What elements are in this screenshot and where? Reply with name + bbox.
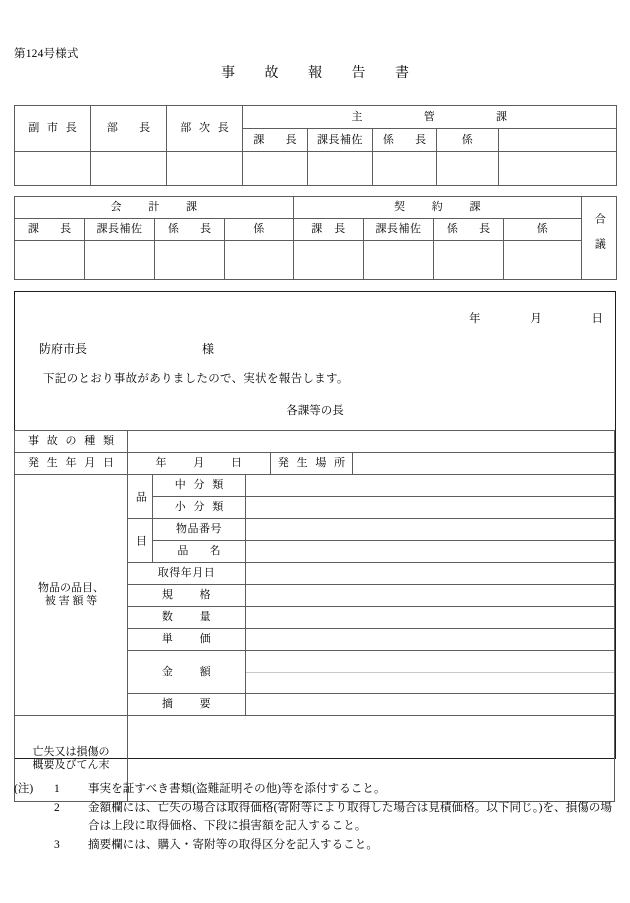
contract-stamp-unit-chief[interactable] (434, 241, 504, 280)
approval-stamp-blank[interactable] (499, 152, 617, 186)
approval-col-department-head: 部 長 (91, 106, 167, 152)
note-number: 3 (54, 838, 60, 851)
contract-col-staff: 係 (504, 219, 582, 241)
goods-section-label-line1: 物品の品目、 (38, 582, 104, 595)
occurrence-place-label: 発 生 場 所 (271, 453, 353, 475)
item-row-label-amount: 金 額 (128, 651, 246, 694)
page-title: 事 故 報 告 書 (221, 66, 422, 81)
approval-table-primary (14, 105, 617, 186)
accounting-col-unit-chief: 係 長 (155, 219, 225, 241)
loss-summary-label-line2: 概要及びてん末 (32, 758, 110, 771)
approval-stamp-section-chief[interactable] (243, 152, 308, 186)
note-number: 2 (54, 801, 60, 814)
approval-col-assistant-section-chief: 課長補佐 (308, 129, 373, 152)
note-item (14, 780, 618, 799)
accounting-division-header: 会 計 課 (15, 197, 294, 219)
accounting-col-assistant-section-chief: 課長補佐 (85, 219, 155, 241)
approval-col-deputy-mayor: 副 市 長 (15, 106, 91, 152)
addressee-name: 防府市長 (39, 342, 88, 356)
occurrence-date-label: 発 生 年 月 日 (15, 453, 128, 475)
addressee-honorific: 様 (202, 342, 215, 356)
approval-stamp-staff[interactable] (437, 152, 499, 186)
body-sentence: 下記のとおり事故がありましたので、実状を報告します。 (43, 373, 349, 385)
item-row-value-medium-category[interactable] (246, 475, 615, 497)
consultation-label: 合議 (582, 197, 617, 280)
detail-table (14, 430, 615, 802)
item-row-value-specification[interactable] (246, 585, 615, 607)
approval-stamp-deputy-department-head[interactable] (167, 152, 243, 186)
item-row-label-small-category: 小 分 類 (153, 497, 246, 519)
contract-col-assistant-section-chief: 課長補佐 (364, 219, 434, 241)
contract-stamp-assistant-section-chief[interactable] (364, 241, 434, 280)
accident-type-value[interactable] (128, 431, 615, 453)
date-day-label: 日 (591, 313, 603, 325)
item-row-label-quantity: 数 量 (128, 607, 246, 629)
note-item (14, 836, 618, 855)
approval-group-header-supervising-division: 主 管 課 (243, 106, 617, 129)
item-row-value-unit-price[interactable] (246, 629, 615, 651)
item-row-label-acquisition-date: 取得年月日 (128, 563, 246, 585)
note-text: 金額欄には、亡失の場合は取得価格(寄附等により取得した場合は見積価格。以下同じ。)を、損傷の場合は上段に取得価格、下段に損害額を記入すること。 (88, 801, 613, 833)
accounting-stamp-assistant-section-chief[interactable] (85, 241, 155, 280)
item-row-label-unit-price: 単 価 (128, 629, 246, 651)
note-number: 1 (54, 783, 60, 795)
contract-stamp-section-chief[interactable] (294, 241, 364, 280)
accident-type-label: 事 故 の 種 類 (15, 431, 128, 453)
approval-stamp-unit-chief[interactable] (373, 152, 437, 186)
item-row-value-goods-name[interactable] (246, 541, 615, 563)
approval-col-unit-chief: 係 長 (373, 129, 437, 152)
contract-division-header: 契 約 課 (294, 197, 582, 219)
date-month-label: 月 (530, 313, 542, 325)
accounting-stamp-section-chief[interactable] (15, 241, 85, 280)
note-text: 摘要欄には、購入・寄附等の取得区分を記入すること。 (88, 838, 378, 851)
report-main-box (14, 291, 616, 771)
approval-table-secondary (14, 196, 617, 280)
form-number: 第124号様式 (14, 48, 79, 60)
loss-summary-label-line1: 亡失又は損傷の (32, 745, 110, 758)
note-item (14, 799, 618, 836)
note-text: 事実を証すべき書類(盗難証明その他)等を添付すること。 (88, 783, 386, 795)
occurrence-date-fields[interactable]: 年 月 日 (128, 453, 271, 475)
approval-col-staff: 係 (437, 129, 499, 152)
addressee-line (39, 340, 214, 357)
goods-section-label-line2: 被 害 額 等 (44, 595, 98, 607)
letter-area (15, 292, 615, 430)
contract-col-unit-chief: 係 長 (434, 219, 504, 241)
accounting-col-staff: 係 (225, 219, 294, 241)
accounting-stamp-unit-chief[interactable] (155, 241, 225, 280)
item-row-label-goods-number: 物品番号 (153, 519, 246, 541)
approval-stamp-department-head[interactable] (91, 152, 167, 186)
approval-col-deputy-department-head: 部 次 長 (167, 106, 243, 152)
approval-stamp-deputy-mayor[interactable] (15, 152, 91, 186)
item-row-label-goods-name: 品 名 (153, 541, 246, 563)
accounting-col-section-chief: 課 長 (15, 219, 85, 241)
item-row-value-amount[interactable] (246, 651, 615, 694)
occurrence-place-value[interactable] (353, 453, 615, 475)
notes-section (14, 780, 618, 855)
item-row-value-small-category[interactable] (246, 497, 615, 519)
item-row-value-acquisition-date[interactable] (246, 563, 615, 585)
item-row-value-quantity[interactable] (246, 607, 615, 629)
item-row-label-medium-category: 中 分 類 (153, 475, 246, 497)
item-row-label-specification: 規 格 (128, 585, 246, 607)
approval-stamp-assistant-section-chief[interactable] (308, 152, 373, 186)
signer-line: 各課等の長 (286, 405, 344, 417)
item-label-top: 品 (128, 475, 153, 519)
date-line[interactable] (469, 310, 603, 326)
contract-stamp-staff[interactable] (504, 241, 582, 280)
accounting-stamp-staff[interactable] (225, 241, 294, 280)
approval-col-section-chief: 課 長 (243, 129, 308, 152)
item-row-label-remarks: 摘 要 (128, 694, 246, 716)
item-row-value-goods-number[interactable] (246, 519, 615, 541)
amount-split-divider (246, 672, 614, 673)
item-label-bottom: 目 (128, 519, 153, 563)
item-row-value-remarks[interactable] (246, 694, 615, 716)
approval-col-blank (499, 129, 617, 152)
contract-col-section-chief: 課 長 (294, 219, 364, 241)
date-year-label: 年 (469, 313, 481, 325)
notes-tag: (注) (14, 783, 34, 795)
goods-section-label (15, 475, 128, 716)
